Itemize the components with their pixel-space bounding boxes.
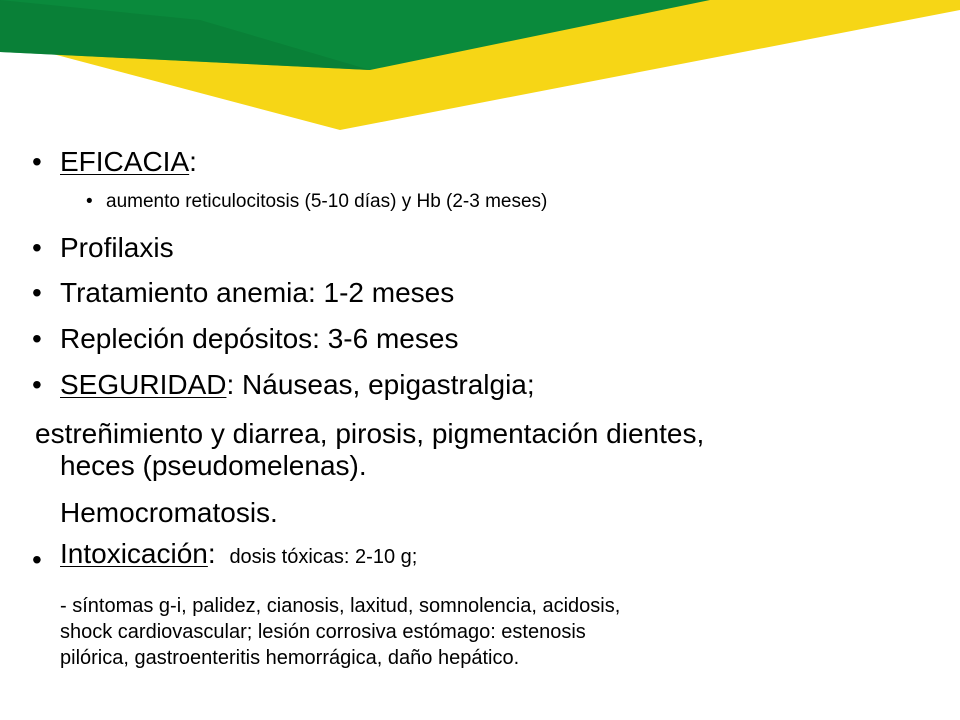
- efficacy-colon: :: [189, 146, 197, 177]
- intoxication-colon: :: [207, 538, 216, 569]
- intoxication-symptoms-line1: - síntomas g-i, palidez, cianosis, laxitud, somnolencia, acidosis,: [60, 595, 621, 617]
- safety-extra: Hemocromatosis.: [60, 497, 278, 528]
- efficacy-item: [60, 148, 197, 176]
- safety-heading: SEGURIDAD: [60, 369, 227, 400]
- list-item: Tratamiento anemia: 1-2 meses: [60, 277, 455, 308]
- bullet-dot: •: [32, 323, 42, 354]
- safety-rest: : Náuseas, epigastralgia;: [226, 369, 535, 400]
- intoxication-symptoms-line2: shock cardiovascular; lesión corrosiva estómago: estenosis: [60, 621, 586, 643]
- list-item: Repleción depósitos: 3-6 meses: [60, 323, 459, 354]
- intoxication-symptoms-line3: pilórica, gastroenteritis hemorrágica, daño hepático.: [60, 647, 520, 669]
- efficacy-heading: EFICACIA: [60, 146, 190, 177]
- safety-continuation-line1: estreñimiento y diarrea, pirosis, pigmentación dientes,: [35, 418, 705, 449]
- bullet-dot: •: [32, 232, 42, 263]
- safety-item: [60, 371, 535, 399]
- bullet-dot: •: [32, 277, 42, 308]
- bullet-dot: •: [32, 544, 42, 575]
- bullet-dot: •: [32, 146, 42, 177]
- intoxication-doses: dosis tóxicas: 2-10 g;: [229, 546, 418, 568]
- list-item: Profilaxis: [60, 232, 174, 263]
- bullet-dot: •: [86, 191, 93, 212]
- safety-continuation-line2: heces (pseudomelenas).: [60, 450, 367, 481]
- bullet-dot: •: [32, 369, 42, 400]
- intoxication-heading: Intoxicación: [60, 538, 208, 569]
- intoxication-item: [60, 540, 417, 568]
- efficacy-sub-item: aumento reticulocitosis (5-10 días) y Hb (2-3 meses): [106, 191, 548, 212]
